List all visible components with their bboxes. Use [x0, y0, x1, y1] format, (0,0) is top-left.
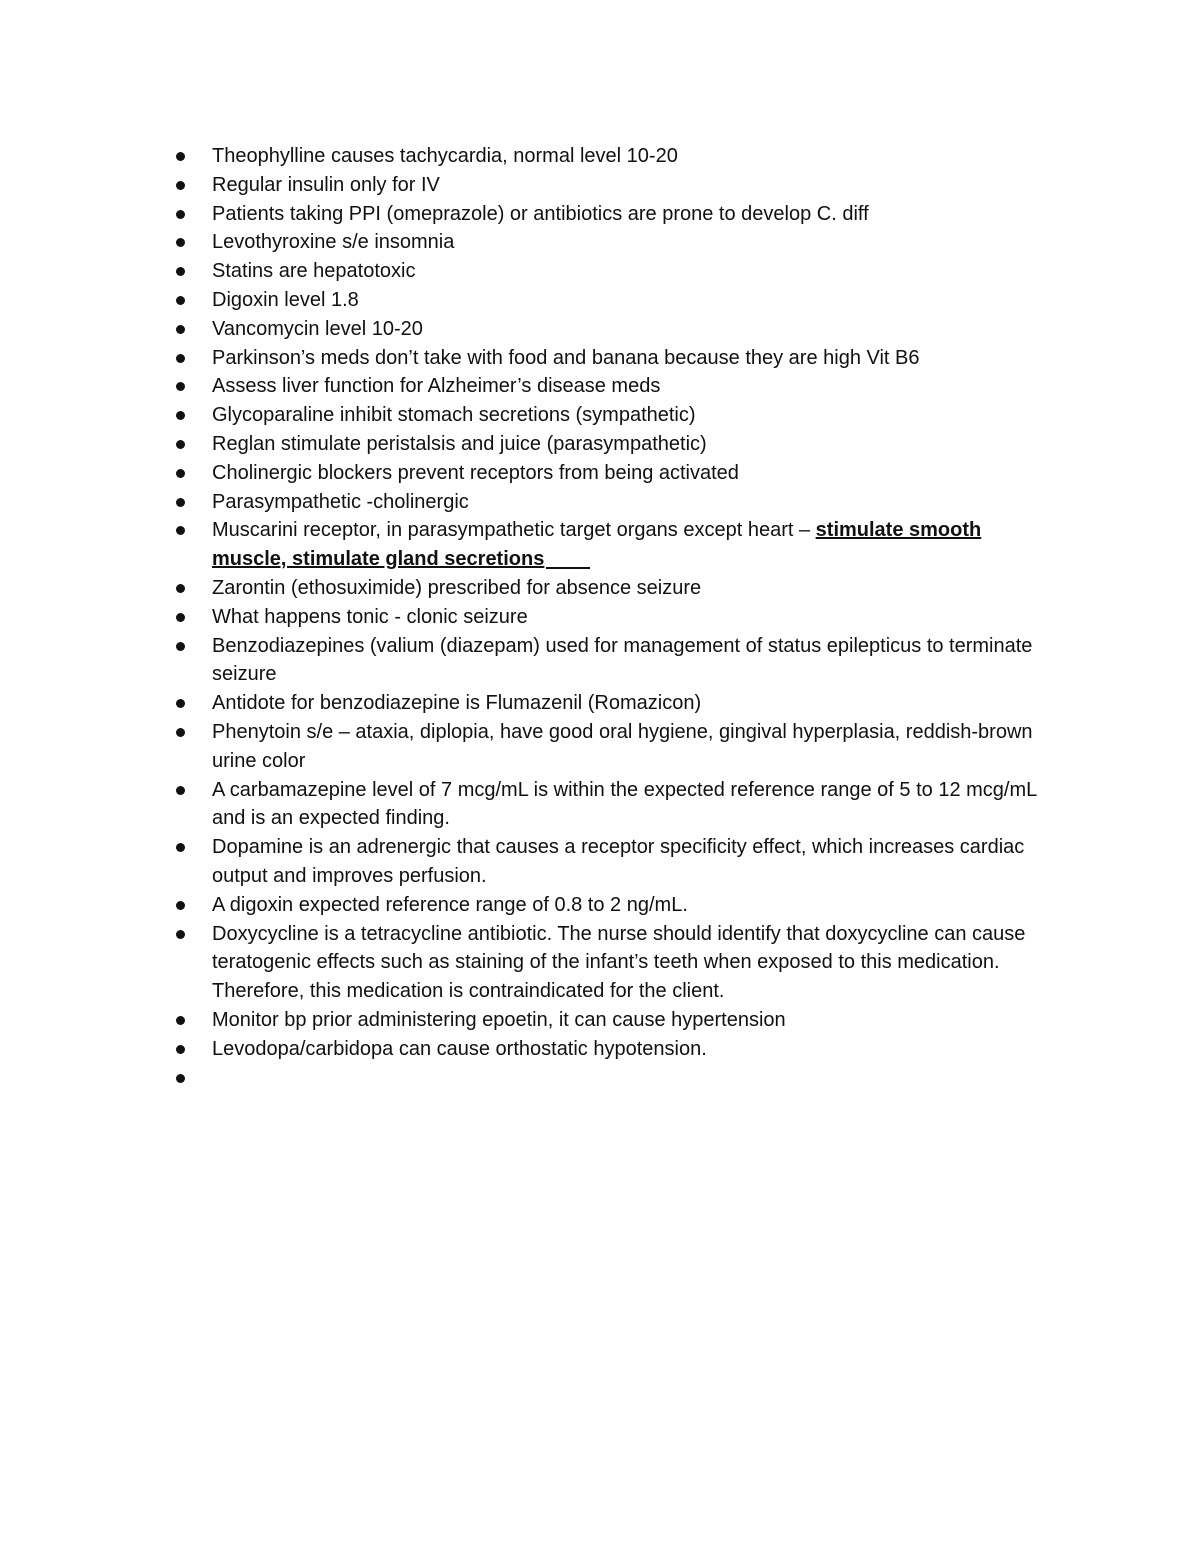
bullet-icon [176, 440, 185, 449]
list-item [0, 689, 1200, 718]
bullet-icon [176, 498, 185, 507]
list-item-text: Benzodiazepines (valium (diazepam) used for management of status epilepticus to terminate seizure [212, 634, 1033, 686]
list-item-text: Muscarini receptor, in parasympathetic target organs except heart – [212, 519, 811, 542]
list-item-text: Reglan stimulate peristalsis and juice (parasympathetic) [212, 432, 707, 455]
list-item [0, 488, 1200, 517]
list-item [0, 142, 1200, 171]
underline-filler [546, 567, 590, 569]
list-item [0, 257, 1200, 286]
bullet-icon [176, 296, 185, 305]
list-item-text: Theophylline causes tachycardia, normal level 10-20 [212, 145, 678, 167]
bullet-icon [176, 238, 185, 247]
list-item-text: Cholinergic blockers prevent receptors from being activated [212, 461, 739, 484]
bullet-icon [176, 786, 185, 795]
list-item [0, 459, 1200, 488]
list-item-text: Doxycycline is a tetracycline antibiotic. The nurse should identify that doxycycline can cause teratogenic effects such as staining of the infant’s teeth when exposed to this medication. Therefore, this medication is contraindicated for the client. [212, 922, 1026, 1003]
bullet-icon [176, 642, 185, 651]
bullet-icon [176, 1045, 185, 1054]
bullet-icon [176, 843, 185, 852]
list-item-text: Parkinson’s meds don’t take with food and banana because they are high Vit B6 [212, 346, 920, 369]
list-item [0, 1006, 1200, 1035]
list-item [0, 632, 1200, 690]
list-item [0, 372, 1200, 401]
list-item [0, 315, 1200, 344]
bullet-icon [176, 584, 185, 593]
bullet-icon [176, 930, 185, 939]
list-item [0, 430, 1200, 459]
list-item-text: A digoxin expected reference range of 0.8 to 2 ng/mL. [212, 893, 688, 916]
bullet-icon [176, 728, 185, 737]
list-item [0, 603, 1200, 632]
list-item [0, 574, 1200, 603]
bullet-icon [176, 210, 185, 219]
list-item-text: A carbamazepine level of 7 mcg/mL is within the expected reference range of 5 to 12 mcg/mL and is an expected finding. [212, 778, 1037, 830]
list-item-text: Parasympathetic -cholinergic [212, 490, 469, 513]
list-item-text: Zarontin (ethosuximide) prescribed for absence seizure [212, 576, 702, 599]
list-item [0, 228, 1200, 257]
bullet-icon [176, 325, 185, 334]
list-item-text: Levothyroxine s/e insomnia [212, 231, 455, 254]
list-item-text: Phenytoin s/e – ataxia, diplopia, have good oral hygiene, gingival hyperplasia, reddish-brown urine color [212, 720, 1033, 772]
list-item-text: Glycoparaline inhibit stomach secretions (sympathetic) [212, 404, 696, 427]
bullet-icon [176, 469, 185, 478]
bullet-icon [176, 526, 185, 535]
emphasized-text: stimulate smooth muscle, stimulate gland secretions [212, 519, 982, 571]
list-item [0, 344, 1200, 373]
list-item [0, 920, 1200, 1006]
bullet-icon [176, 613, 185, 622]
bullet-icon [176, 411, 185, 420]
list-item [0, 833, 1200, 891]
bullet-icon [176, 1016, 185, 1025]
bullet-icon [176, 152, 185, 161]
bullet-icon [176, 181, 185, 190]
list-item [0, 200, 1200, 229]
list-item [0, 776, 1200, 834]
bullet-icon [176, 267, 185, 276]
notes-bullet-list [0, 142, 1200, 1092]
list-item-text: What happens tonic - clonic seizure [212, 605, 528, 628]
list-item-text: Assess liver function for Alzheimer’s disease meds [212, 375, 661, 398]
bullet-icon [176, 699, 185, 708]
list-item-text: Antidote for benzodiazepine is Flumazenil (Romazicon) [212, 692, 702, 715]
list-item-text: Regular insulin only for IV [212, 173, 440, 196]
list-item-empty [0, 1064, 1200, 1093]
list-item-text: Dopamine is an adrenergic that causes a receptor specificity effect, which increases cardiac output and improves perfusion. [212, 836, 1025, 887]
list-item [0, 286, 1200, 315]
list-item [0, 1035, 1200, 1064]
list-item [0, 171, 1200, 200]
list-item [0, 516, 1200, 574]
bullet-icon [176, 1074, 185, 1083]
list-item-text: Monitor bp prior administering epoetin, it can cause hypertension [212, 1008, 786, 1031]
list-item-text: Patients taking PPI (omeprazole) or antibiotics are prone to develop C. diff [212, 202, 869, 225]
bullet-icon [176, 354, 185, 363]
list-item [0, 718, 1200, 776]
bullet-icon [176, 382, 185, 391]
list-item-text: Vancomycin level 10-20 [212, 317, 423, 340]
list-item [0, 891, 1200, 920]
list-item-text: Statins are hepatotoxic [212, 260, 416, 283]
list-item-text: Digoxin level 1.8 [212, 288, 359, 311]
list-item [0, 401, 1200, 430]
bullet-icon [176, 901, 185, 910]
list-item-text: Levodopa/carbidopa can cause orthostatic hypotension. [212, 1037, 707, 1060]
